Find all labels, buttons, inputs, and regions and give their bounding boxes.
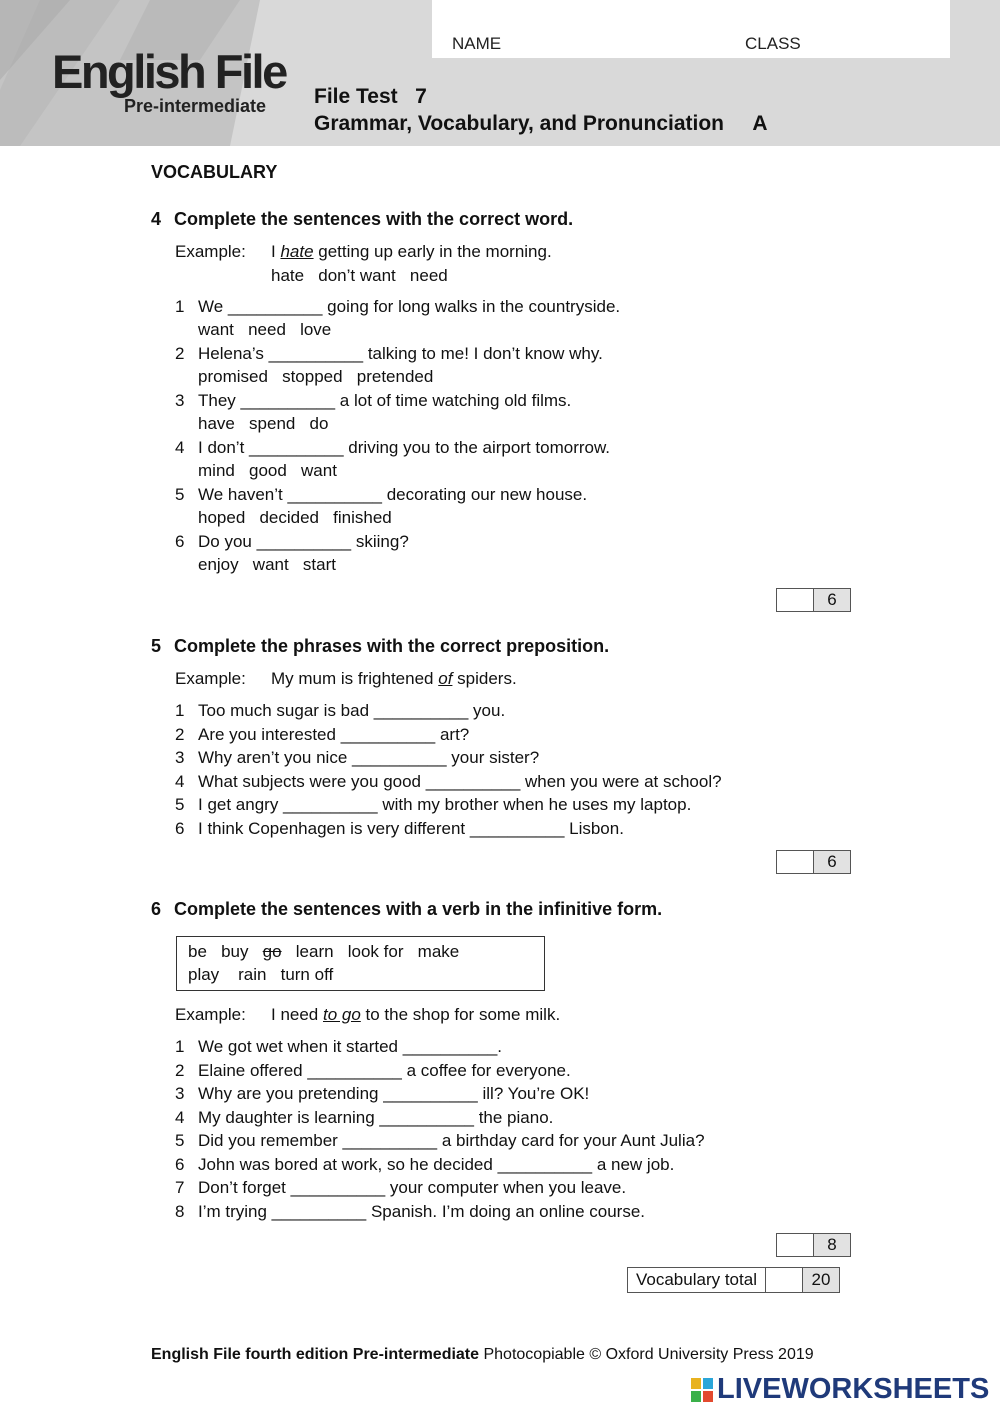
q6-item-number: 7: [175, 1178, 185, 1197]
q4-example-answer: hate: [280, 242, 314, 261]
q6-item: [175, 1202, 645, 1222]
q5-item: [175, 701, 505, 721]
q4-score-box[interactable]: [776, 588, 851, 612]
q5-example-after: spiders.: [452, 669, 517, 688]
q5-item-text[interactable]: I think Copenhagen is very different __________ Lisbon.: [198, 818, 624, 838]
q4-item: [175, 438, 610, 458]
q6-word-box: [176, 936, 545, 991]
q5-item-number: 4: [175, 771, 185, 791]
q5-item-number: 3: [175, 748, 185, 767]
vocabulary-total-box[interactable]: [627, 1267, 840, 1293]
q6-item-text[interactable]: Why are you pretending __________ ill? You’re OK!: [198, 1084, 590, 1103]
name-class-box: [432, 0, 950, 58]
q6-title: Complete the sentences with a verb in the infinitive form.: [174, 899, 663, 919]
q5-score-box[interactable]: [776, 850, 851, 874]
q5-item: [175, 795, 691, 815]
q6-item-number: 2: [175, 1060, 185, 1080]
q4-score-input[interactable]: [777, 589, 814, 611]
q6-item: [175, 1178, 626, 1198]
q4-example: [175, 242, 552, 262]
q4-number: 4: [151, 209, 162, 229]
q6-score-input[interactable]: [777, 1234, 814, 1256]
q5-score-input[interactable]: [777, 851, 814, 873]
q6-item-text[interactable]: Did you remember __________ a birthday card for your Aunt Julia?: [198, 1131, 705, 1150]
q4-item-text[interactable]: Do you __________ skiing?: [198, 532, 409, 551]
q4-example-label: Example:: [175, 242, 246, 261]
footer-copyright: [151, 1346, 814, 1364]
q6-item-number: 1: [175, 1037, 185, 1056]
q4-item-text[interactable]: We __________ going for long walks in the countryside.: [198, 297, 621, 316]
q6-item: [175, 1061, 571, 1081]
q4-item-number: 1: [175, 297, 185, 316]
q4-item-options: hoped decided finished: [198, 508, 392, 527]
q4-example-after: getting up early in the morning.: [313, 242, 552, 261]
q6-item-number: 8: [175, 1201, 185, 1221]
q4-item-options: promised stopped pretended: [198, 367, 434, 386]
vocabulary-total-max: 20: [803, 1268, 839, 1292]
vocabulary-total-input[interactable]: [766, 1268, 803, 1292]
q4-item-number: 4: [175, 438, 185, 457]
q6-item: [175, 1155, 674, 1175]
q6-number: 6: [151, 899, 162, 919]
q6-item-text[interactable]: My daughter is learning __________ the piano.: [198, 1107, 554, 1127]
q4-item-options: mind good want: [198, 461, 337, 480]
q5-item: [175, 748, 539, 768]
q6-item-text[interactable]: Don’t forget __________ your computer when you leave.: [198, 1178, 627, 1197]
logo-title: English File: [52, 45, 286, 98]
q6-score-box[interactable]: [776, 1233, 851, 1257]
q5-item-text[interactable]: What subjects were you good __________ when you were at school?: [198, 771, 722, 791]
liveworksheets-text: LIVEWORKSHEETS: [717, 1373, 990, 1405]
q4-item-text[interactable]: They __________ a lot of time watching old films.: [198, 391, 572, 410]
q6-example: [175, 1005, 560, 1025]
q4-item-text[interactable]: We haven’t __________ decorating our new house.: [198, 485, 588, 504]
liveworksheets-watermark: [691, 1373, 989, 1406]
q4-item-options: have spend do: [198, 414, 329, 433]
q6-example-answer: to go: [323, 1005, 361, 1024]
q4-item-options: enjoy want start: [198, 555, 336, 574]
q6-example-after: to the shop for some milk.: [360, 1005, 561, 1024]
q6-item: [175, 1084, 589, 1104]
q4-item-number: 2: [175, 344, 185, 363]
q6-item: [175, 1131, 705, 1151]
q5-item-text[interactable]: Why aren’t you nice __________ your sister?: [198, 748, 540, 767]
q6-example-label: Example:: [175, 1005, 246, 1024]
q6-score-max: 8: [814, 1234, 850, 1256]
q4-item: [175, 297, 620, 317]
class-label: CLASS: [745, 34, 801, 53]
q5-example: [175, 669, 517, 689]
test-subtitle: Grammar, Vocabulary, and Pronunciation A: [314, 112, 768, 135]
q4-item: [175, 485, 587, 505]
q5-item-number: 6: [175, 818, 185, 838]
q4-item-number: 3: [175, 391, 185, 410]
q5-heading: [151, 636, 609, 657]
q5-title: Complete the phrases with the correct preposition.: [174, 636, 610, 656]
q5-item-text[interactable]: Are you interested __________ art?: [198, 724, 470, 744]
q6-heading: [151, 899, 662, 920]
q6-word-line-2: play rain turn off: [188, 965, 334, 984]
header-banner: [0, 0, 1000, 146]
q5-number: 5: [151, 636, 162, 656]
footer-bold: English File fourth edition Pre-intermediate: [151, 1346, 480, 1363]
q5-item-text[interactable]: Too much sugar is bad __________ you.: [198, 701, 506, 720]
q5-item: [175, 725, 469, 745]
vocabulary-total-label: Vocabulary total: [628, 1268, 766, 1292]
q5-item-text[interactable]: I get angry __________ with my brother when he uses my laptop.: [198, 795, 692, 814]
q6-example-before: I need: [271, 1005, 323, 1024]
q4-item-text[interactable]: I don’t __________ driving you to the airport tomorrow.: [198, 438, 611, 457]
q6-item-number: 6: [175, 1154, 185, 1174]
logo-subtitle: Pre-intermediate: [124, 96, 267, 116]
liveworksheets-logo-icon: [691, 1378, 713, 1402]
footer-rest: Photocopiable © Oxford University Press 2019: [479, 1346, 814, 1363]
q5-item: [175, 819, 624, 839]
test-title: File Test 7: [314, 85, 427, 108]
q6-word-line-1: [188, 942, 459, 962]
q6-item-text[interactable]: Elaine offered __________ a coffee for everyone.: [198, 1060, 571, 1080]
q4-example-before: I: [271, 242, 281, 261]
q4-title: Complete the sentences with the correct word.: [174, 209, 574, 229]
name-label: NAME: [452, 34, 502, 53]
q5-item-number: 1: [175, 701, 185, 720]
section-title: VOCABULARY: [151, 162, 278, 182]
q4-item-number: 6: [175, 532, 185, 551]
q6-item-number: 5: [175, 1131, 185, 1150]
q6-item: [175, 1108, 553, 1128]
q4-item-text[interactable]: Helena’s __________ talking to me! I don’t know why.: [198, 344, 603, 363]
q4-example-options: hate don’t want need: [271, 266, 448, 285]
q4-item: [175, 532, 409, 552]
q6-item-number: 3: [175, 1084, 185, 1103]
q6-words-b: learn look for make: [281, 942, 460, 961]
q5-item: [175, 772, 722, 792]
q4-item-number: 5: [175, 485, 185, 504]
q5-score-max: 6: [814, 851, 850, 873]
q6-item-text[interactable]: I’m trying __________ Spanish. I’m doing an online course.: [198, 1201, 646, 1221]
q4-item-options: want need love: [198, 320, 332, 339]
q4-score-max: 6: [814, 589, 850, 611]
q5-example-label: Example:: [175, 669, 246, 688]
q6-item-text[interactable]: We got wet when it started __________.: [198, 1037, 502, 1056]
q4-item: [175, 344, 603, 364]
q6-words-a: be buy: [188, 942, 263, 961]
q4-heading: [151, 209, 573, 230]
q6-item-number: 4: [175, 1107, 185, 1127]
q6-item: [175, 1037, 502, 1057]
q6-word-struck: go: [262, 942, 282, 961]
q6-item-text[interactable]: John was bored at work, so he decided __________ a new job.: [198, 1154, 675, 1174]
q4-item: [175, 391, 571, 411]
q5-example-answer: of: [438, 669, 453, 688]
q5-example-before: My mum is frightened: [271, 669, 439, 688]
q5-item-number: 2: [175, 724, 185, 744]
q5-item-number: 5: [175, 795, 185, 814]
